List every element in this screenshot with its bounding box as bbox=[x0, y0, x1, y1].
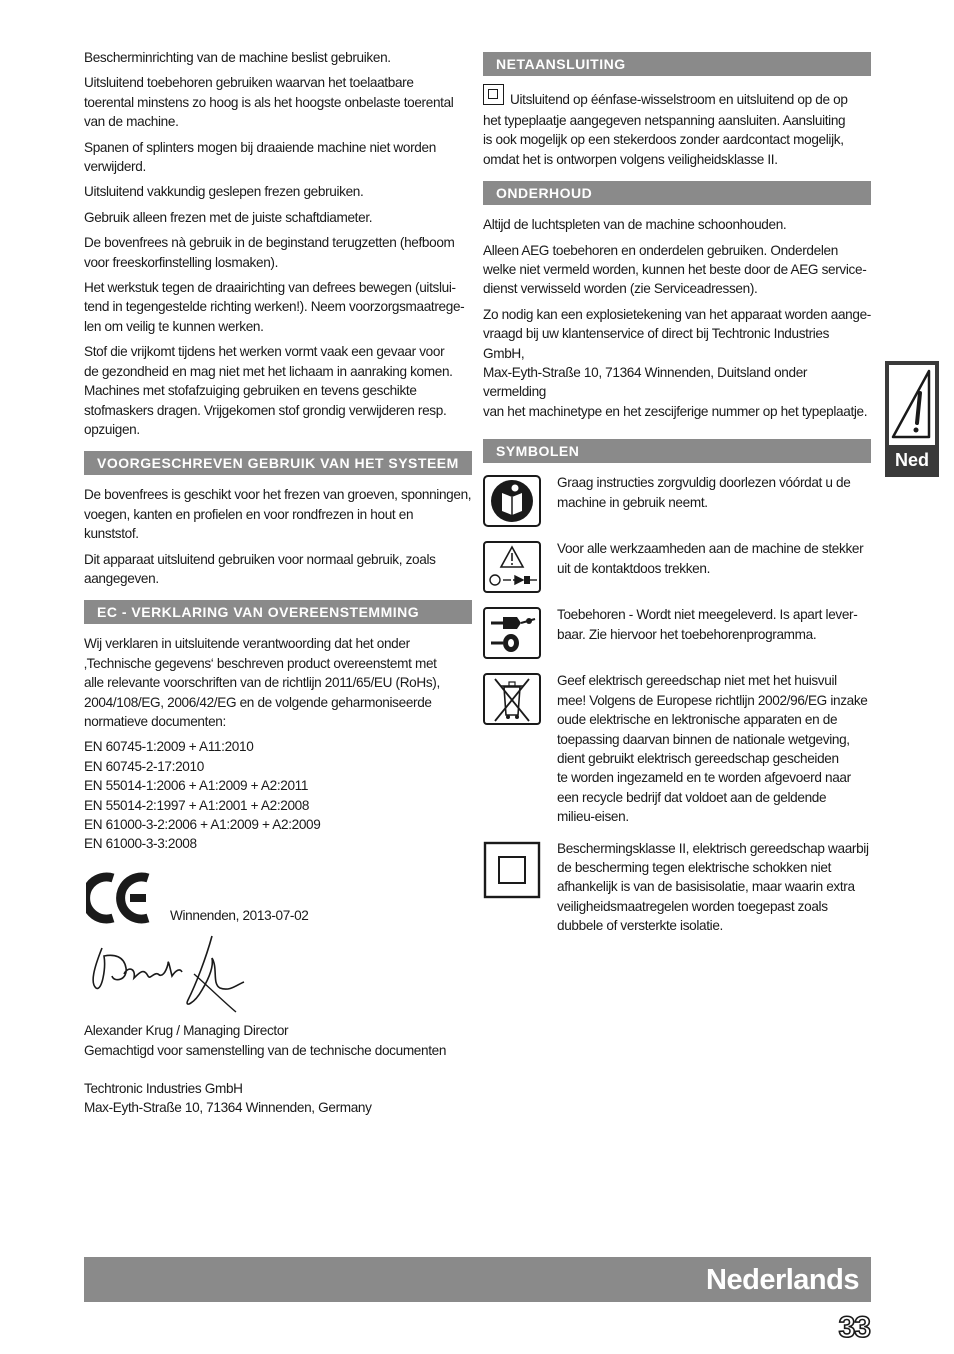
accessory-icon bbox=[483, 607, 541, 659]
section-heading-maintenance: ONDERHOUD bbox=[483, 181, 871, 205]
unplug-warning-icon bbox=[483, 541, 541, 593]
section-heading-mains: NETAANSLUITING bbox=[483, 52, 871, 76]
ce-block bbox=[84, 868, 472, 924]
signature-image bbox=[84, 928, 264, 1018]
section-heading-symbols: SYMBOLEN bbox=[483, 439, 871, 463]
safety-paragraph: Het werkstuk tegen de draairichting van defrees bewegen (uitslui- tend in tegengestelde richting werken!). Neem voorzorgsmaatrege- len om veilig te kunnen werken. bbox=[84, 280, 465, 334]
left-column bbox=[84, 48, 472, 1118]
safety-paragraph: Spanen of splinters mogen bij draaiende machine niet worden verwijderd. bbox=[84, 139, 436, 175]
symbol-text: Toebehoren - Wordt niet meegeleverd. Is apart lever- baar. Zie hiervoor het toebehorenprogramma. bbox=[557, 607, 858, 642]
safety-paragraph: Uitsluitend vakkundig geslepen frezen gebruiken. bbox=[84, 184, 364, 200]
place-date: Winnenden, 2013-07-02 bbox=[170, 908, 309, 924]
warning-triangle-icon bbox=[889, 365, 935, 445]
language-footer-bar bbox=[84, 1257, 871, 1302]
symbol-row bbox=[483, 841, 871, 936]
company-address: Techtronic Industries GmbH Max-Eyth-Straße 10, 71364 Winnenden, Germany bbox=[84, 1081, 372, 1116]
language-tab-label: Ned bbox=[894, 450, 929, 470]
safety-paragraph: De bovenfrees nà gebruik in de beginstand terugzetten (hefboom voor freeskorfinstelling losmaken). bbox=[84, 235, 455, 270]
read-manual-icon bbox=[483, 475, 541, 527]
conformity-intro: Wij verklaren in uitsluitende verantwoording dat het onder ‚Technische gegevens‘ beschreven product overeenstemt met alle relevante voorschriften van de richtlijn 2011/65/EU (RoHs), 2004/108/EG, 2006/42/EG en de volgende geharmoniseerde normatieve documenten: bbox=[84, 636, 440, 729]
weee-bin-icon bbox=[483, 673, 541, 725]
ce-mark-icon bbox=[86, 872, 154, 924]
symbol-row bbox=[483, 475, 871, 527]
right-column bbox=[483, 48, 871, 950]
page-number: 33 bbox=[838, 1311, 870, 1344]
section-heading-conformity: EC - VERKLARING VAN OVEREENSTEMMING bbox=[84, 600, 472, 624]
symbol-text: Beschermingsklasse II, elektrisch gereedschap waarbij de bescherming tegen elektrische schokken niet afhankelijk is van de basisisolatie, maar waarin extra veiligheidsmaatregelen worden toegepast zoals dubbele of versterkte isolatie. bbox=[557, 840, 869, 934]
mains-paragraph bbox=[483, 90, 871, 169]
safety-paragraph: Gebruik alleen frezen met de juiste schaftdiameter. bbox=[84, 209, 373, 225]
maintenance-paragraph: Zo nodig kan een explosietekening van het apparaat worden aange- vraagd bij uw klantenservice of direct bij Techtronic Industries GmbH, Max-Eyth-Straße 10, 71364 Winnenden, Duitsland onder vermelding van het machinetype en het zescijferige nummer op het typeplaatje. bbox=[483, 306, 871, 419]
language-side-tab bbox=[885, 361, 939, 477]
symbol-text: Graag instructies zorgvuldig doorlezen vóórdat u de machine in gebruik neemt. bbox=[557, 475, 851, 510]
section-heading-intended-use: VOORGESCHREVEN GEBRUIK VAN HET SYSTEEM bbox=[84, 451, 472, 475]
symbol-row bbox=[483, 673, 871, 826]
class-ii-inline-icon bbox=[483, 84, 504, 105]
safety-paragraph: Bescherminrichting van de machine beslist gebruiken. bbox=[84, 50, 391, 65]
symbol-row bbox=[483, 607, 871, 659]
intended-use-paragraph: De bovenfrees is geschikt voor het frezen van groeven, sponningen, voegen, kanten en profielen en voor rondfrezen in hout en kunststof. bbox=[84, 487, 472, 542]
symbol-text: Geef elektrisch gereedschap niet met het huisvuil mee! Volgens de Europese richtlijn 2002/96/EG inzake oude elektrische en lektronische apparaten en de toepassing daarvan binnen de nationale wetgeving, dient gebruikt elektrisch gereedschap gescheiden te worden ingezameld en te worden afgevoerd naar een recycle bedrijf dat voldoet aan de geldende milieu-eisen. bbox=[557, 673, 868, 825]
class-ii-icon bbox=[483, 841, 541, 899]
maintenance-paragraph: Altijd de luchtspleten van de machine schoonhouden. bbox=[483, 217, 787, 233]
symbol-text: Voor alle werkzaamheden aan de machine de stekker uit de kontaktdoos trekken. bbox=[557, 541, 864, 576]
intended-use-paragraph: Dit apparaat uitsluitend gebruiken voor normaal gebruik, zoals aangegeven. bbox=[84, 551, 436, 586]
safety-paragraph: Uitsluitend toebehoren gebruiken waarvan het toelaatbare toerental minstens zo hoog is als het hoogste onbelaste toerental van de machine. bbox=[84, 75, 454, 130]
standards-list: EN 60745-1:2009 + A11:2010 EN 60745-2-17:2010 EN 55014-1:2006 + A1:2009 + A2:2011 EN 55014-2:1997 + A1:2001 + A2:2008 EN 61000-3-2:2006 + A1:2009 + A2:2009 EN 61000-3-3:2008 bbox=[84, 739, 321, 852]
symbol-row bbox=[483, 541, 871, 593]
maintenance-paragraph: Alleen AEG toebehoren en onderdelen gebruiken. Onderdelen welke niet vermeld worden, kunnen het beste door de AEG service- dienst verwisseld worden (zie Serviceadressen). bbox=[483, 242, 867, 297]
language-title: Nederlands bbox=[706, 1264, 859, 1296]
signatory: Alexander Krug / Managing Director Gemachtigd voor samenstelling van de technische documenten bbox=[84, 1023, 447, 1058]
mains-text: Uitsluitend op éénfase-wisselstroom en uitsluitend op de op het typeplaatje aangegeven netspanning aansluiten. Aansluiting is ook mogelijk op een stekerdoos zonder aardcontact mogelijk, omdat het is ontworpen volgens veiligheidsklasse II. bbox=[483, 92, 848, 167]
safety-paragraph: Stof die vrijkomt tijdens het werken vormt vaak een gevaar voor de gezondheid en mag niet met het lichaam in aanraking komen. Machines met stofafzuiging gebruiken en tevens geschikte stofmaskers dragen. Vrijgekomen stof grondig verwijderen resp. opzuigen. bbox=[84, 344, 453, 437]
